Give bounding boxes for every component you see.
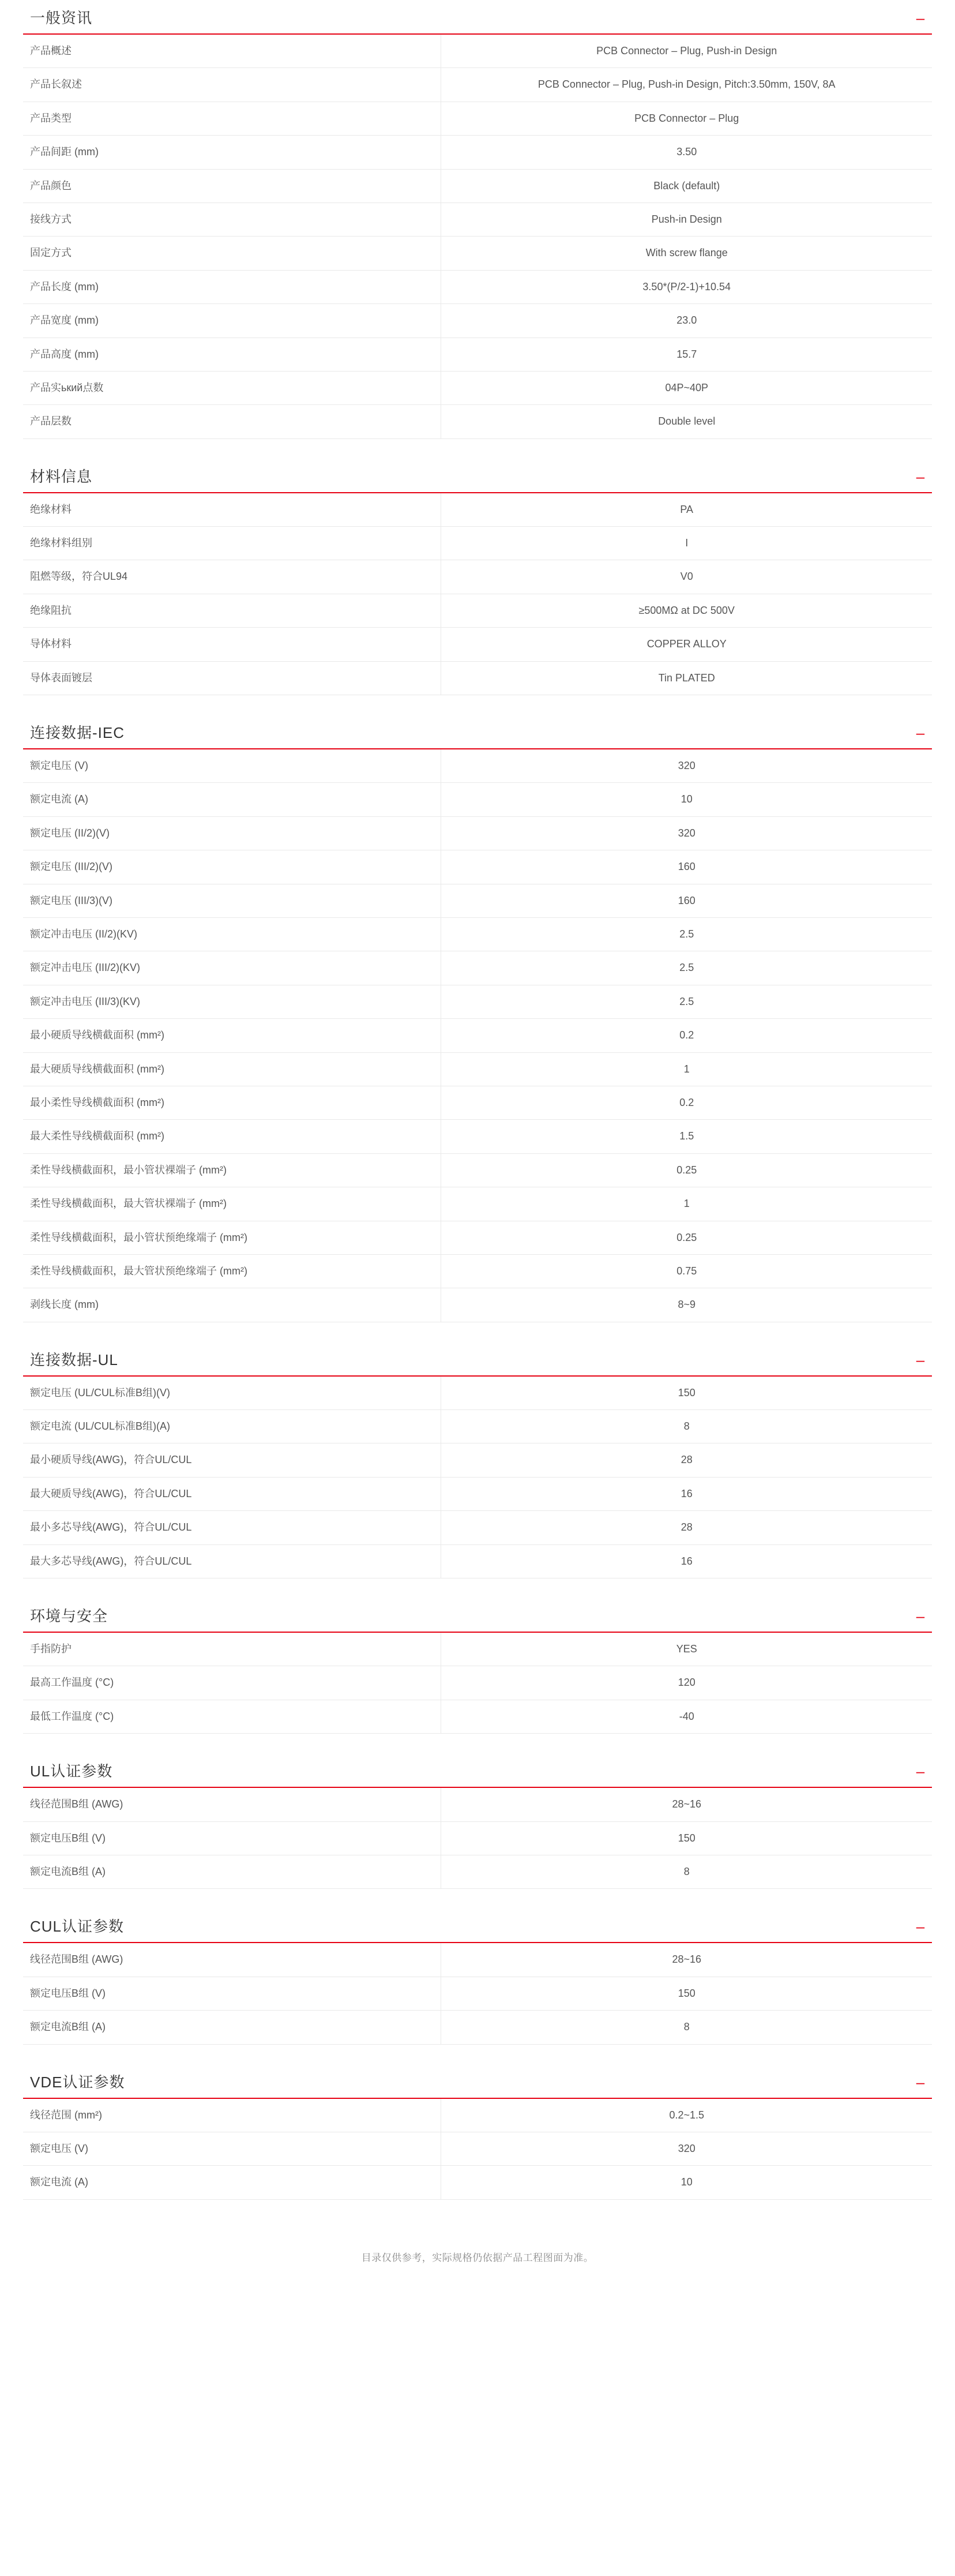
spec-value: 15.7 [676,348,697,360]
spec-label: 额定电流 (A) [23,2166,441,2199]
spec-label: 产品实ький点数 [23,371,441,404]
table-row [23,2011,932,2044]
spec-label: 绝缘材料组别 [23,527,441,560]
table-row [23,169,932,203]
spec-value: 10 [680,2176,693,2188]
table-row [23,405,932,438]
spec-value: Black (default) [653,179,720,192]
spec-value: COPPER ALLOY [646,638,727,650]
spec-section [23,1352,932,1578]
spec-section [23,469,932,695]
collapse-minus-icon[interactable]: – [916,2073,925,2091]
spec-value: 8 [683,1865,690,1877]
section-title: 环境与安全 [30,1607,108,1625]
spec-value: 320 [678,760,695,772]
table-row [23,1377,932,1410]
spec-value: With screw flange [645,247,728,259]
table-row [23,35,932,68]
spec-table [23,749,932,1322]
spec-label: 线径范围B组 (AWG) [23,1788,441,1821]
spec-label: 绝缘材料 [23,493,441,527]
section-header[interactable] [23,1764,932,1788]
spec-label: 最低工作温度 (°C) [23,1700,441,1733]
spec-label: 线径范围B组 (AWG) [23,1943,441,1977]
table-row [23,1821,932,1855]
table-row [23,1700,932,1733]
spec-label: 最大柔性导线横截面积 (mm²) [23,1120,441,1153]
spec-value: PA [680,503,694,515]
spec-label: 产品概述 [23,35,441,68]
table-row [23,1666,932,1700]
spec-value: Push-in Design [651,213,722,225]
spec-label: 手指防护 [23,1633,441,1666]
table-row [23,884,932,917]
spec-value: 160 [678,861,695,873]
spec-label: 线径范围 (mm²) [23,2099,441,2132]
spec-label: 额定电压 (V) [23,2132,441,2165]
spec-value: PCB Connector – Plug, Push-in Design [596,45,777,57]
spec-value: 16 [680,1555,693,1567]
spec-label: 额定冲击电压 (III/2)(KV) [23,951,441,985]
spec-section [23,1764,932,1889]
spec-label: 最高工作温度 (°C) [23,1666,441,1700]
table-row [23,783,932,816]
spec-label: 阻燃等级，符合UL94 [23,560,441,594]
spec-label: 产品高度 (mm) [23,338,441,371]
spec-label: 额定冲击电压 (III/3)(KV) [23,985,441,1018]
table-row [23,1443,932,1477]
spec-table [23,1788,932,1889]
table-row [23,1855,932,1888]
spec-label: 剥线长度 (mm) [23,1288,441,1322]
section-header[interactable] [23,469,932,493]
spec-value: Tin PLATED [658,672,715,684]
spec-label: 额定电压 (III/3)(V) [23,884,441,917]
table-row [23,270,932,303]
table-row [23,1477,932,1510]
spec-value: 04P~40P [665,381,709,393]
spec-value: 0.25 [676,1164,697,1176]
spec-value: 28 [680,1521,693,1533]
table-row [23,371,932,404]
table-row [23,1511,932,1544]
spec-value: 3.50 [676,146,697,158]
spec-label: 额定电压 (UL/CUL标准B组)(V) [23,1377,441,1410]
table-row [23,1977,932,2010]
spec-label: 柔性导线横截面积，最大管状裸端子 (mm²) [23,1187,441,1221]
spec-value: 2.5 [679,995,694,1007]
table-row [23,2099,932,2132]
spec-value: 120 [678,1677,695,1689]
spec-value: 16 [680,1487,693,1499]
spec-value: 0.2~1.5 [669,2109,704,2121]
spec-label: 额定冲击电压 (II/2)(KV) [23,917,441,951]
spec-value: 8 [683,1420,690,1433]
table-row [23,1943,932,1977]
spec-section [23,0,932,439]
section-title: UL认证参数 [30,1763,113,1780]
table-row [23,594,932,627]
spec-label: 导体材料 [23,628,441,661]
section-title: 材料信息 [30,467,93,485]
spec-table [23,1377,932,1578]
spec-value: 8 [683,2021,690,2033]
spec-label: 额定电流 (UL/CUL标准B组)(A) [23,1410,441,1443]
spec-value: 150 [678,1987,695,1999]
spec-value: -40 [679,1710,694,1722]
table-row [23,917,932,951]
spec-section [23,2075,932,2200]
table-row [23,68,932,102]
table-row [23,136,932,169]
spec-table [23,493,932,695]
section-title: CUL认证参数 [30,1918,125,1936]
spec-value: 0.25 [676,1231,697,1243]
spec-label: 柔性导线横截面积，最小管状裸端子 (mm²) [23,1153,441,1187]
spec-value: 3.50*(P/2-1)+10.54 [642,280,731,293]
table-row [23,1019,932,1052]
spec-label: 额定电压 (II/2)(V) [23,816,441,850]
spec-label: 最小硬质导线(AWG)，符合UL/CUL [23,1443,441,1477]
spec-value: V0 [680,571,693,583]
spec-label: 产品宽度 (mm) [23,304,441,338]
table-row [23,560,932,594]
collapse-minus-icon[interactable]: – [916,1918,925,1936]
table-row [23,203,932,236]
table-row [23,338,932,371]
spec-table [23,35,932,439]
table-row [23,816,932,850]
spec-label: 导体表面镀层 [23,661,441,695]
spec-value: 2.5 [679,928,694,940]
spec-label: 最大硬质导线(AWG)，符合UL/CUL [23,1477,441,1510]
spec-label: 固定方式 [23,237,441,270]
spec-label: 额定电压B组 (V) [23,1821,441,1855]
section-title: VDE认证参数 [30,2073,125,2091]
spec-value: 0.2 [679,1096,694,1108]
collapse-minus-icon[interactable]: – [916,724,925,742]
spec-value: 320 [678,827,695,839]
section-header[interactable] [23,2075,932,2099]
spec-label: 额定电压 (V) [23,749,441,783]
table-row [23,1633,932,1666]
table-row [23,850,932,884]
spec-label: 最小柔性导线横截面积 (mm²) [23,1086,441,1119]
sections-container [23,0,932,2200]
spec-value: Double level [658,415,716,428]
spec-label: 最小多芯导线(AWG)，符合UL/CUL [23,1511,441,1544]
spec-section [23,1608,932,1734]
spec-value: 10 [680,793,693,805]
spec-value: 28 [680,1454,693,1466]
spec-label: 产品层数 [23,405,441,438]
spec-value: ≥500MΩ at DC 500V [638,604,735,616]
section-header[interactable] [23,1352,932,1377]
table-row [23,2132,932,2165]
spec-section [23,725,932,1322]
table-row [23,1187,932,1221]
spec-label: 产品间距 (mm) [23,136,441,169]
spec-table [23,2099,932,2200]
collapse-minus-icon[interactable]: – [916,1607,925,1625]
spec-value: PCB Connector – Plug, Push-in Design, Pitch:3.50mm, 150V, 8A [537,78,836,91]
section-title: 连接数据-UL [30,1351,118,1368]
spec-value: 160 [678,894,695,906]
spec-label: 额定电压B组 (V) [23,1977,441,2010]
table-row [23,628,932,661]
spec-label: 最大硬质导线横截面积 (mm²) [23,1052,441,1086]
spec-label: 产品长叙述 [23,68,441,102]
table-row [23,1120,932,1153]
table-row [23,527,932,560]
spec-table [23,1943,932,2044]
table-row [23,1221,932,1254]
section-header[interactable] [23,10,932,35]
spec-value: 8~9 [678,1299,695,1311]
spec-value: YES [676,1643,697,1655]
spec-value: 0.75 [676,1265,697,1277]
spec-value: 1 [683,1063,690,1075]
collapse-minus-icon[interactable]: – [916,1351,925,1368]
table-row [23,1544,932,1578]
spec-value: 2.5 [679,962,694,974]
footer-note: 目录仅供参考，实际规格仍依据产品工程图面为准。 [361,2252,594,2263]
spec-table [23,1633,932,1734]
spec-value: 320 [678,2142,695,2154]
spec-value: 150 [678,1386,695,1398]
spec-label: 最大多芯导线(AWG)，符合UL/CUL [23,1544,441,1578]
spec-value: 28~16 [672,1953,701,1966]
table-row [23,1086,932,1119]
table-row [23,2166,932,2199]
spec-value: 1.5 [679,1130,694,1142]
spec-value: 28~16 [672,1798,701,1810]
collapse-minus-icon[interactable]: – [916,467,925,485]
section-header[interactable] [23,1919,932,1943]
table-row [23,1254,932,1288]
spec-label: 柔性导线横截面积，最小管状预绝缘端子 (mm²) [23,1221,441,1254]
table-row [23,304,932,338]
spec-label: 最小硬质导线横截面积 (mm²) [23,1019,441,1052]
section-title: 连接数据-IEC [30,724,125,742]
spec-label: 额定电压 (III/2)(V) [23,850,441,884]
table-row [23,1288,932,1322]
spec-label: 额定电流B组 (A) [23,2011,441,2044]
spec-label: 产品类型 [23,102,441,135]
table-row [23,1788,932,1821]
table-row [23,1153,932,1187]
spec-value: I [685,537,689,549]
table-row [23,1410,932,1443]
spec-value: 0.2 [679,1029,694,1041]
spec-label: 接线方式 [23,203,441,236]
spec-label: 额定电流 (A) [23,783,441,816]
table-row [23,749,932,783]
table-row [23,237,932,270]
spec-section [23,1919,932,2044]
spec-value: PCB Connector – Plug [634,112,739,124]
spec-label: 柔性导线横截面积，最大管状预绝缘端子 (mm²) [23,1254,441,1288]
spec-label: 绝缘阻抗 [23,594,441,627]
spec-value: 150 [678,1832,695,1844]
spec-value: 23.0 [676,314,697,327]
table-row [23,661,932,695]
spec-label: 额定电流B组 (A) [23,1855,441,1888]
section-header[interactable] [23,1608,932,1633]
collapse-minus-icon[interactable]: – [916,1763,925,1780]
table-row [23,102,932,135]
spec-label: 产品颜色 [23,169,441,203]
collapse-minus-icon[interactable]: – [916,9,925,27]
section-header[interactable] [23,725,932,749]
section-title: 一般资讯 [30,9,93,27]
table-row [23,1052,932,1086]
spec-label: 产品长度 (mm) [23,270,441,303]
table-row [23,493,932,527]
spec-value: 1 [683,1198,690,1210]
table-row [23,985,932,1018]
table-row [23,951,932,985]
